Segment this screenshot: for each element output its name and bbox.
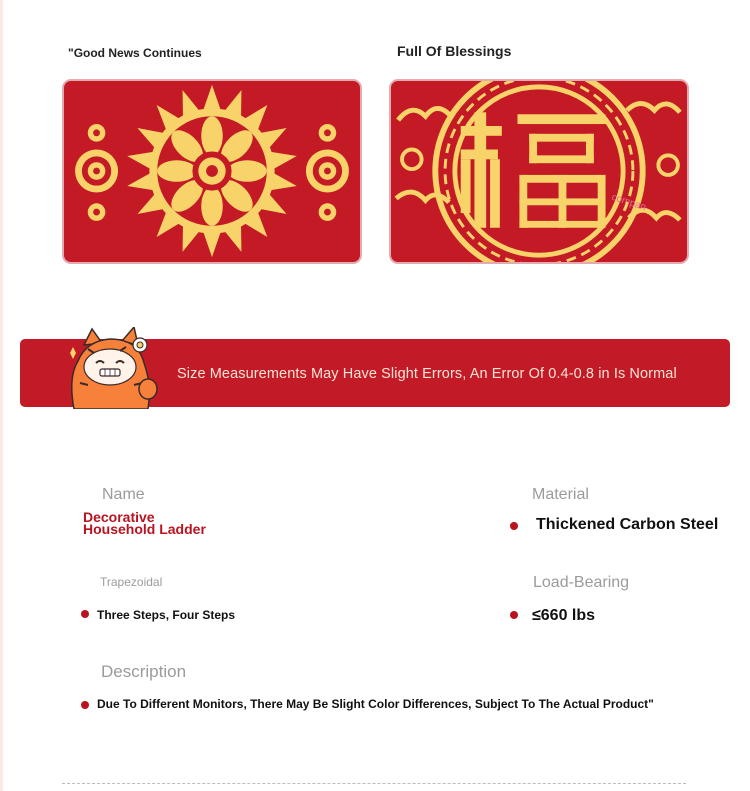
fu-blessing-card[interactable] bbox=[389, 79, 689, 264]
name-value-line-1: Decorative bbox=[83, 509, 155, 525]
description-label: Description bbox=[101, 662, 187, 681]
tiger-mascot-icon bbox=[64, 327, 168, 409]
mandala-pattern bbox=[64, 81, 360, 262]
load-bearing-label: Load-Bearing bbox=[533, 574, 630, 591]
steps-value: Three Steps, Four Steps bbox=[97, 608, 236, 622]
shape-label: Trapezoidal bbox=[100, 575, 163, 589]
fu-blessing-seal bbox=[391, 81, 687, 262]
material-value: Thickened Carbon Steel bbox=[536, 516, 719, 533]
description-value: Due To Different Monitors, There May Be Slight Color Differences, Subject To The Actual Product" bbox=[97, 697, 654, 711]
bullet-dot bbox=[510, 611, 518, 619]
name-label: Name bbox=[102, 486, 145, 503]
material-label: Material bbox=[532, 486, 589, 503]
name-value-line-2: Household Ladder bbox=[83, 521, 206, 537]
bullet-dot bbox=[510, 522, 518, 530]
load-bearing-value: ≤660 lbs bbox=[532, 607, 596, 624]
card-caption-blessings: Full Of Blessings bbox=[397, 43, 512, 59]
bullet-dot bbox=[81, 610, 89, 618]
bullet-dot bbox=[81, 701, 89, 709]
left-edge-strip bbox=[0, 0, 3, 791]
watermark-text: compan bbox=[610, 191, 648, 214]
card-caption-good-news: "Good News Continues bbox=[68, 46, 202, 60]
dashed-divider bbox=[62, 783, 686, 784]
mandala-pattern-card[interactable] bbox=[62, 79, 362, 264]
banner-text: Size Measurements May Have Slight Errors, An Error Of 0.4-0.8 in Is Normal bbox=[177, 366, 677, 382]
name-value bbox=[83, 511, 233, 535]
